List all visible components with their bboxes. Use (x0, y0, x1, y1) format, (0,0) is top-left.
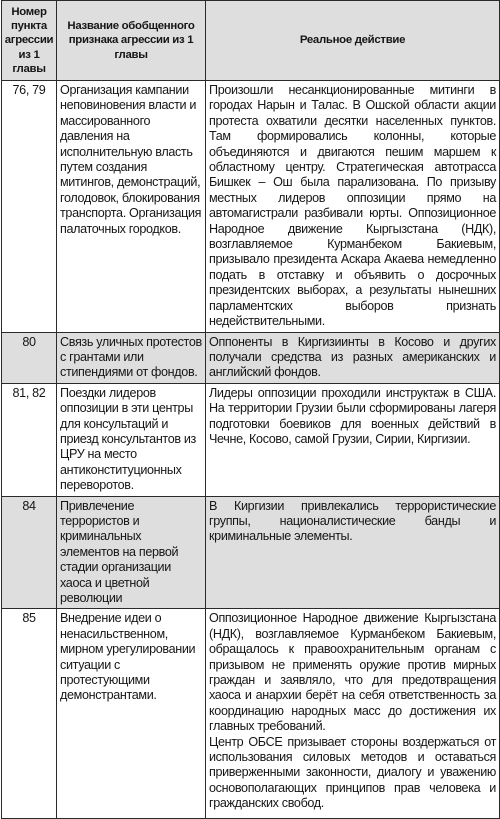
action-paragraph: В Киргизии привлекались террористические группы, националистические банды и криминальные элементы. (209, 498, 496, 544)
table-row (2, 383, 500, 496)
header-sign-name: Название обобщенного признака агрессии из 1 главы (57, 1, 206, 81)
row-number: 81, 82 (2, 383, 57, 496)
row-real-action (206, 332, 500, 383)
row-sign-name: Поездки лидеров оппозиции в эти центры для консультаций и приезд консультантов из ЦРУ на место антиконституционных переворотов. (57, 383, 206, 496)
table-header-row (2, 1, 500, 81)
action-paragraph: Произошли несанкционированные митинги в городах Нарын и Талас. В Ошской области акции протеста охватили десятки населенных пунктов. Там формировались колонны, которые объединяются и двигаются пешим маршем к областному центру. Стратегическая автотрасса Бишкек – Ош была парализована. По призыву местных лидеров оппозиции прямо на автомагистрали разбивали юрты. Оппозиционное Народное движение Кыргызстана (НДК), возглавляемое Курманбеком Бакиевым, призывало президента Аскара Акаева немедленно подать в отставку и объявить о досрочных президентских выборах, а результаты нынешних парламентских выборов признать недействительными. (209, 83, 496, 329)
row-number: 76, 79 (2, 81, 57, 333)
header-real-action: Реальное действие (206, 1, 500, 81)
table-row (2, 332, 500, 383)
row-sign-name: Внедрение идеи о ненасильственном, мирном урегулировании ситуации с протестующими демонстрантами. (57, 609, 206, 819)
action-paragraph: Лидеры оппозиции проходили инструктаж в США. На территории Грузии были сформированы лагеря подготовки боевиков для военных действий в Чечне, Косово, самой Грузии, Сирии, Киргизии. (209, 385, 496, 446)
table-row (2, 496, 500, 609)
row-real-action (206, 81, 500, 333)
row-number: 85 (2, 609, 57, 819)
row-real-action (206, 609, 500, 819)
table-row (2, 81, 500, 333)
row-real-action (206, 496, 500, 609)
row-sign-name: Организация кампании неповиновения власти и массированного давления на исполнительную власть путем создания митингов, демонстраций, голодовок, блокирования транспорта. Организация палаточных городков. (57, 81, 206, 333)
action-paragraph: Оппозиционное Народное движение Кыргызстана (НДК), возглавляемое Курманбеком Бакиевым, обращалось к правоохранительным органам с призывом не применять оружие против мирных граждан и заявляло, что для предотвращения хаоса и анархии берёт на себя ответственность за координацию народных масс до достижения их главных требований. (209, 611, 496, 734)
aggression-comparison-table (1, 0, 500, 819)
action-paragraph: Оппоненты в Киргизиинты в Косово и других получали средства из разных американских и английский фондов. (209, 334, 496, 380)
row-number: 84 (2, 496, 57, 609)
row-number: 80 (2, 332, 57, 383)
action-paragraph: Центр ОБСЕ призывает стороны воздержаться от использования силовых методов и оставаться приверженными законности, диалогу и уважению основополагающих принципов прав человека и гражданских свобод. (209, 734, 496, 811)
row-real-action (206, 383, 500, 496)
table-row (2, 609, 500, 819)
row-sign-name: Привлечение террористов и криминальных элементов на первой стадии организации хаоса и цветной революции (57, 496, 206, 609)
row-sign-name: Связь уличных протестов с грантами или стипендиями от фондов. (57, 332, 206, 383)
header-number: Номер пункта агрессии из 1 главы (2, 1, 57, 81)
